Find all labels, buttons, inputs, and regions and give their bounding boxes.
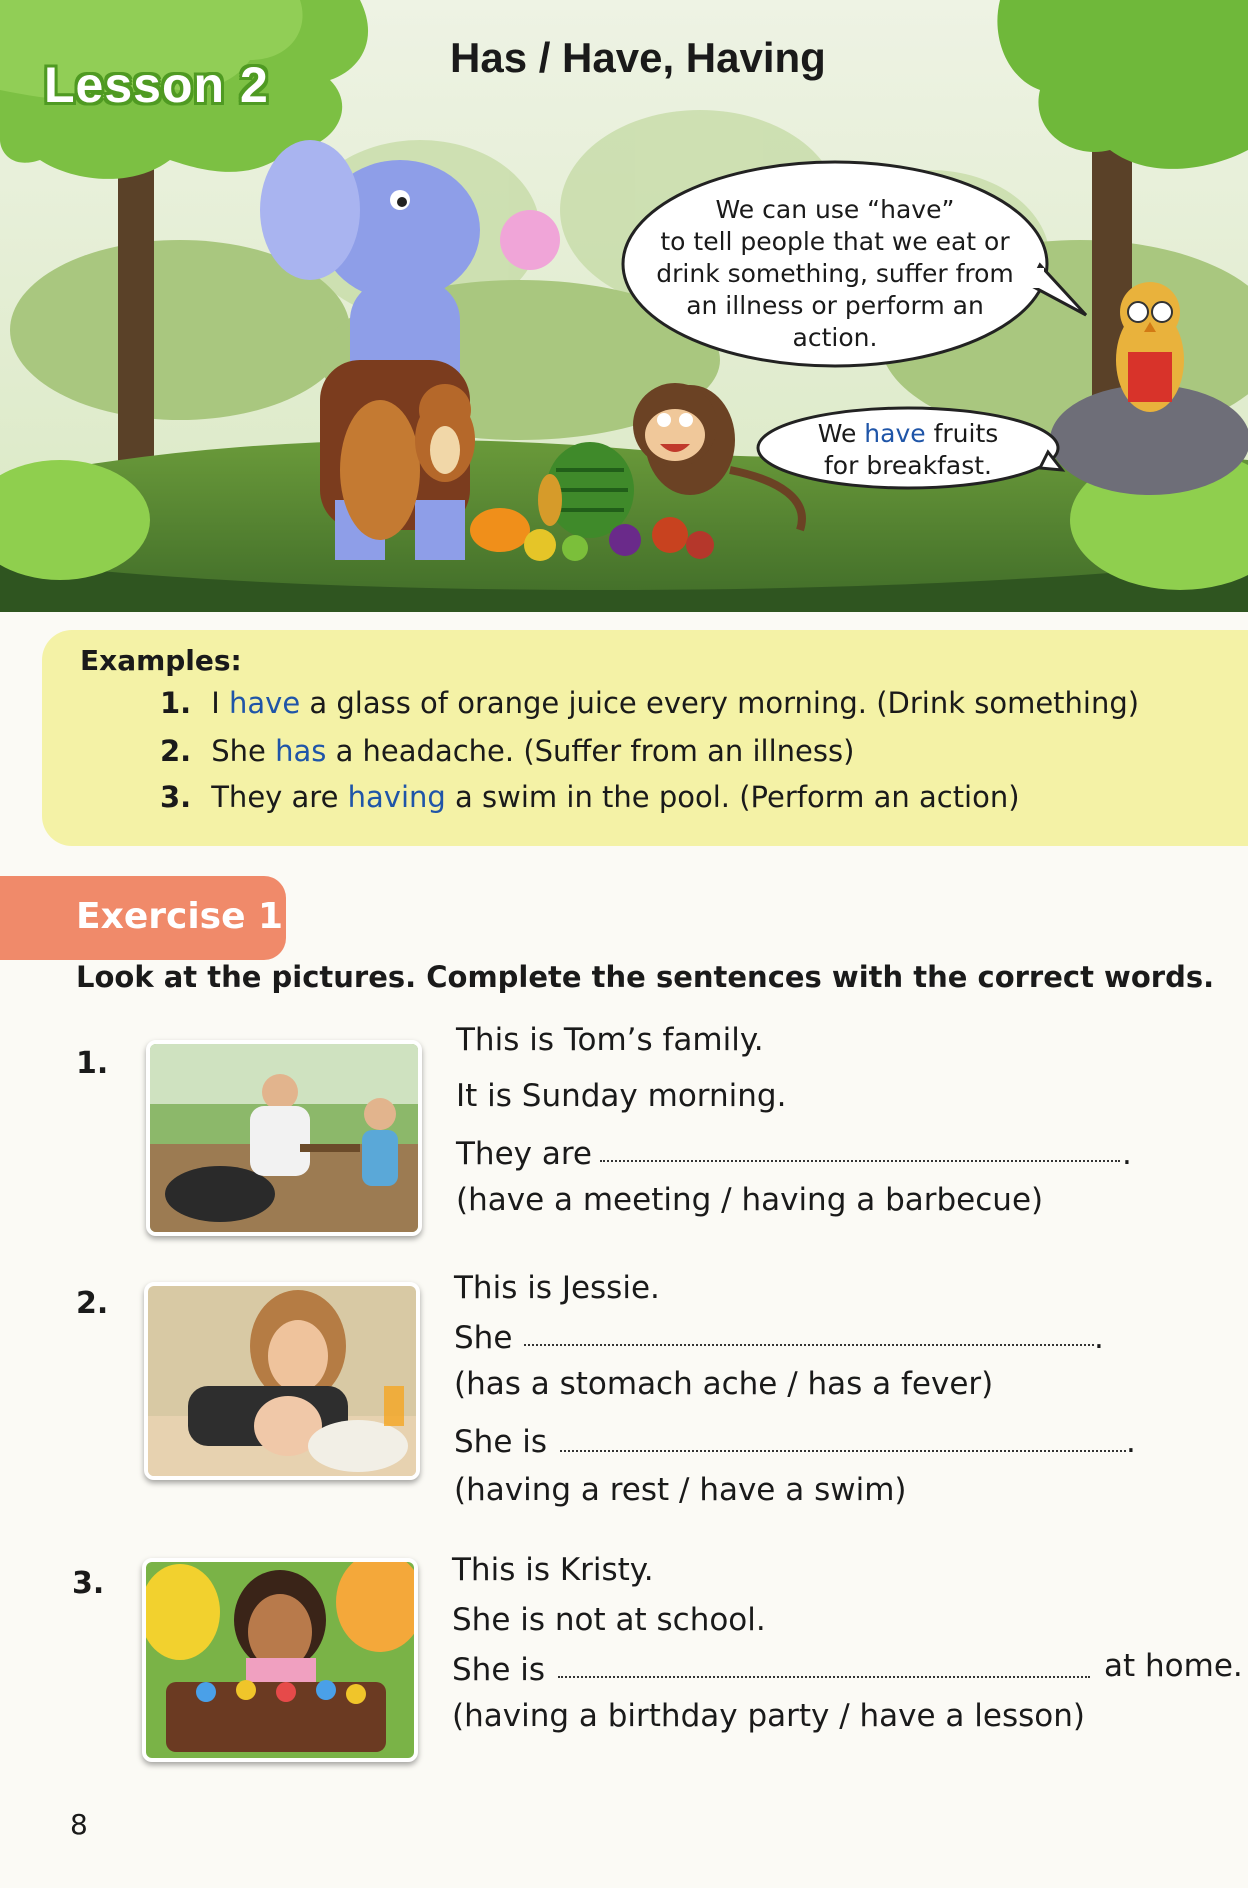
highlighted-word: having (347, 780, 446, 814)
page-number: 8 (70, 1808, 88, 1841)
answer-blank[interactable] (600, 1160, 1120, 1162)
monkey-bubble-line: for breakfast. (824, 451, 992, 480)
owl-bubble-line: an illness or perform an (686, 291, 984, 320)
example-text: a glass of orange juice every morning. (Drink something) (309, 686, 1140, 720)
question-number: 3. (72, 1566, 105, 1601)
answer-blank[interactable] (558, 1676, 1090, 1678)
question-number: 1. (76, 1046, 109, 1081)
barbecue-photo-image (150, 1044, 418, 1232)
question-line-end: at home. (1104, 1648, 1243, 1684)
highlighted-word: have (864, 419, 926, 448)
lesson-illustration (0, 0, 1248, 612)
question-line: This is Tom’s family. (456, 1022, 764, 1058)
question-options: (have a meeting / having a barbecue) (456, 1182, 1044, 1218)
sick-girl-photo (144, 1282, 420, 1480)
example-text: I (211, 686, 220, 720)
example-text: a headache. (Suffer from an illness) (335, 734, 855, 768)
question-line: This is Kristy. (452, 1552, 654, 1588)
lesson-number: Lesson 2 (44, 57, 269, 113)
highlighted-word: have (229, 686, 301, 720)
owl-bubble-line: We can use “have” (715, 195, 955, 224)
question-line: They are (456, 1136, 592, 1172)
birthday-photo (142, 1558, 418, 1762)
exercise-label: Exercise 1 (76, 896, 284, 937)
monkey-bubble-text (778, 418, 1038, 482)
monkey-bubble-line (778, 418, 1038, 450)
barbecue-photo (146, 1040, 422, 1236)
owl-illustration (1116, 282, 1184, 412)
examples-label: Examples: (80, 644, 242, 677)
question-line: It is Sunday morning. (456, 1078, 787, 1114)
owl-bubble-line: action. (792, 323, 878, 352)
period: . (1122, 1136, 1132, 1172)
highlighted-word: has (275, 734, 327, 768)
example-number: 1. (160, 686, 192, 720)
bubble-word: We (817, 419, 857, 448)
question-number: 2. (76, 1286, 109, 1321)
example-text: She (211, 734, 266, 768)
sick-girl-photo-image (148, 1286, 416, 1476)
owl-bubble-line: drink something, suffer from (656, 259, 1014, 288)
question-options: (having a birthday party / have a lesson) (452, 1698, 1085, 1734)
exercise-instructions: Look at the pictures. Complete the sentences with the correct words. (76, 960, 1215, 994)
answer-blank[interactable] (560, 1450, 1126, 1452)
birthday-photo-image (146, 1562, 414, 1758)
page-title: Has / Have, Having (450, 34, 826, 81)
example-number: 3. (160, 780, 192, 814)
question-line: This is Jessie. (454, 1270, 660, 1306)
example-text: a swim in the pool. (Perform an action) (455, 780, 1020, 814)
answer-blank[interactable] (524, 1344, 1094, 1346)
example-number: 2. (160, 734, 192, 768)
period: . (1094, 1320, 1104, 1356)
owl-bubble-line: to tell people that we eat or (660, 227, 1010, 256)
owl-bubble-text (630, 194, 1040, 354)
question-line: She (454, 1320, 513, 1356)
question-options: (having a rest / have a swim) (454, 1472, 907, 1508)
example-item (160, 780, 1020, 814)
question-options: (has a stomach ache / has a fever) (454, 1366, 994, 1402)
exercise-tab (0, 876, 286, 960)
period: . (1126, 1424, 1136, 1460)
examples-box (42, 630, 1248, 846)
question-line: She is (452, 1652, 546, 1688)
example-text: They are (211, 780, 339, 814)
question-line: She is not at school. (452, 1602, 766, 1638)
example-item (160, 734, 854, 768)
question-line: She is (454, 1424, 548, 1460)
bubble-word: fruits (933, 419, 999, 448)
example-item (160, 686, 1139, 720)
